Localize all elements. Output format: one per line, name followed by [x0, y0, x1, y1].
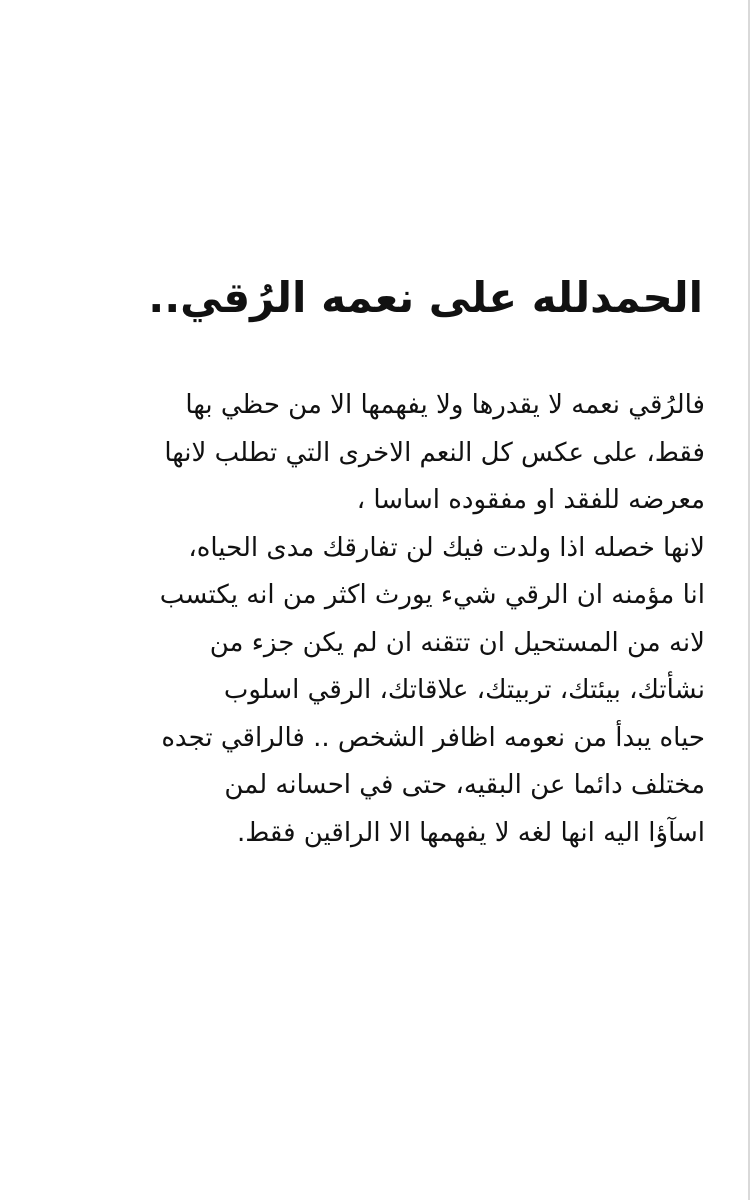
- body-line-1: فالرُقي نعمه لا يقدرها ولا يفهمها الا من حظي بها: [185, 390, 705, 420]
- body-line-9: مختلف دائما عن البقيه، حتى في احسانه لمن: [224, 770, 705, 800]
- body-line-8: حياه يبدأ من نعومه اظافر الشخص .. فالراقي تجده: [161, 722, 705, 753]
- body-line-7: نشأتك، بيئتك، تربيتك، علاقاتك، الرقي اسلوب: [223, 675, 705, 705]
- body-paragraph: [45, 382, 705, 857]
- body-line-5: انا مؤمنه ان الرقي شيء يورث اكثر من انه يكتسب: [159, 580, 705, 610]
- body-line-3: معرضه للفقد او مفقوده اساسا ،: [356, 485, 705, 515]
- page-edge-divider: [748, 0, 750, 1200]
- body-line-6: لانه من المستحيل ان تتقنه ان لم يكن جزء من: [209, 627, 705, 658]
- body-line-4: لانها خصله اذا ولدت فيك لن تفارقك مدى الحياه،: [188, 532, 705, 563]
- body-line-2: فقط، على عكس كل النعم الاخرى التي تطلب لانها: [164, 437, 705, 468]
- page-title: الحمدلله على نعمه الرُقي..: [148, 273, 703, 322]
- body-line-10: اسآؤا اليه انها لغه لا يفهمها الا الراقين فقط.: [236, 817, 705, 848]
